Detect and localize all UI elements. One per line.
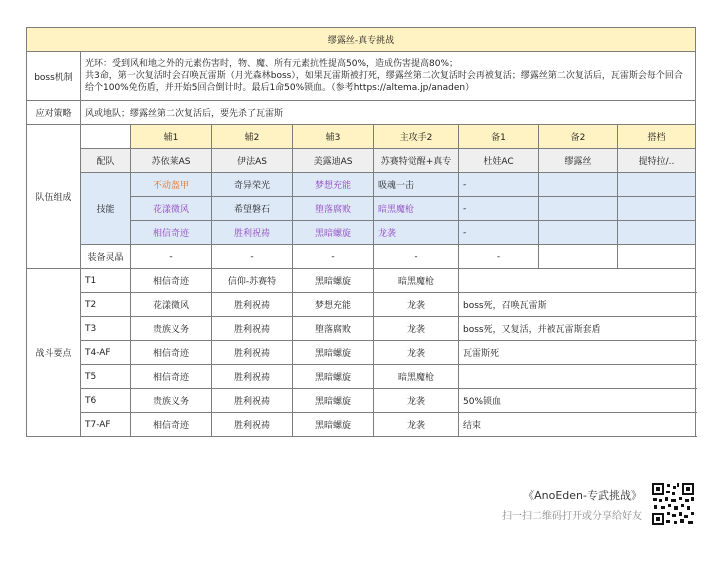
- skill-cell: [539, 173, 618, 197]
- action-cell: 贵族义务: [131, 389, 212, 413]
- member-cell: 杜娃AC: [459, 149, 539, 173]
- action-cell: 暗黑魔枪: [374, 269, 459, 293]
- member-cell: 美露迪AS: [293, 149, 374, 173]
- footer-title: 《AnoEden-专武挑战》: [523, 489, 642, 502]
- action-cell: 黑暗螺旋: [293, 341, 374, 365]
- skill-cell: 吸魂一击: [374, 173, 459, 197]
- page-title: 缪露丝-真专挑战: [27, 28, 696, 52]
- action-cell: 相信奇迹: [131, 413, 212, 437]
- member-cell: 苏依莱AS: [131, 149, 212, 173]
- action-cell: 龙袭: [374, 317, 459, 341]
- skill-cell: [618, 221, 696, 245]
- column-header: 备2: [539, 125, 618, 149]
- skill-cell: 暗黑魔枪: [374, 197, 459, 221]
- action-cell: 黑暗螺旋: [293, 413, 374, 437]
- skill-cell: 梦想充能: [293, 173, 374, 197]
- action-cell: 相信奇迹: [131, 365, 212, 389]
- action-cell: 胜利祝祷: [212, 293, 293, 317]
- note-cell: 瓦雷斯死: [459, 341, 696, 365]
- skill-cell: 胜利祝祷: [212, 221, 293, 245]
- turn-cell: T6: [81, 389, 131, 413]
- action-cell: 信仰-苏赛特: [212, 269, 293, 293]
- action-cell: 花漾微风: [131, 293, 212, 317]
- turn-cell: T5: [81, 365, 131, 389]
- note-cell: boss死，召唤瓦雷斯: [459, 293, 696, 317]
- skill-cell: -: [459, 221, 539, 245]
- equip-cell: [618, 245, 696, 269]
- skill-cell: 奇异荣光: [212, 173, 293, 197]
- member-cell: 伊法AS: [212, 149, 293, 173]
- skill-cell: 龙袭: [374, 221, 459, 245]
- action-cell: 黑暗螺旋: [293, 365, 374, 389]
- strategy-table: [26, 27, 696, 437]
- action-cell: 胜利祝祷: [212, 389, 293, 413]
- share-footer: [502, 487, 642, 522]
- action-cell: 黑暗螺旋: [293, 269, 374, 293]
- column-header: 辅2: [212, 125, 293, 149]
- action-cell: 龙袭: [374, 413, 459, 437]
- skill-cell: -: [459, 197, 539, 221]
- equip-cell: -: [374, 245, 459, 269]
- action-cell: 黑暗螺旋: [293, 389, 374, 413]
- note-cell: boss死，又复活，并被瓦雷斯套盾: [459, 317, 696, 341]
- skill-cell: [618, 197, 696, 221]
- action-cell: 胜利祝祷: [212, 317, 293, 341]
- team-label: 队伍组成: [27, 125, 81, 269]
- member-cell: 提特拉/..: [618, 149, 696, 173]
- column-header: 备1: [459, 125, 539, 149]
- column-header: 主攻手2: [374, 125, 459, 149]
- skill-cell: 堕落腐败: [293, 197, 374, 221]
- column-header: 辅1: [131, 125, 212, 149]
- note-cell: [459, 269, 696, 293]
- action-cell: 相信奇迹: [131, 269, 212, 293]
- equip-cell: [539, 245, 618, 269]
- column-header: 搭档: [618, 125, 696, 149]
- strategy-text: 风或地队；缪露丝第二次复活后，要先杀了瓦雷斯: [81, 101, 696, 125]
- turn-cell: T7-AF: [81, 413, 131, 437]
- skill-cell: [539, 197, 618, 221]
- action-cell: 龙袭: [374, 389, 459, 413]
- skill-cell: 相信奇迹: [131, 221, 212, 245]
- skill-cell: [618, 173, 696, 197]
- skill-cell: [539, 221, 618, 245]
- skill-cell: 希望磐石: [212, 197, 293, 221]
- action-cell: 龙袭: [374, 293, 459, 317]
- skill-cell: 黑暗螺旋: [293, 221, 374, 245]
- skill-cell: 不动盔甲: [131, 173, 212, 197]
- action-cell: 龙袭: [374, 341, 459, 365]
- skill-cell: -: [459, 173, 539, 197]
- action-cell: 相信奇迹: [131, 341, 212, 365]
- strategy-label: 应对策略: [27, 101, 81, 125]
- action-cell: 胜利祝祷: [212, 413, 293, 437]
- skill-cell: 花漾微风: [131, 197, 212, 221]
- equip-label: 装备灵晶: [81, 245, 131, 269]
- footer-subtitle: 扫一扫二维码打开或分享给好友: [502, 511, 642, 522]
- qr-code-icon[interactable]: [651, 482, 695, 526]
- mechanic-label: boss机制: [27, 52, 81, 101]
- turn-cell: T1: [81, 269, 131, 293]
- members-label: 配队: [81, 149, 131, 173]
- action-cell: 胜利祝祷: [212, 341, 293, 365]
- equip-cell: -: [459, 245, 539, 269]
- column-header: 辅3: [293, 125, 374, 149]
- action-cell: 梦想充能: [293, 293, 374, 317]
- action-cell: 堕落腐败: [293, 317, 374, 341]
- blank-cell: [81, 125, 131, 149]
- battle-label: 战斗要点: [27, 269, 81, 437]
- equip-cell: -: [212, 245, 293, 269]
- turn-cell: T4-AF: [81, 341, 131, 365]
- member-cell: 苏赛特觉醒+真专: [374, 149, 459, 173]
- member-cell: 缪露丝: [539, 149, 618, 173]
- action-cell: 暗黑魔枪: [374, 365, 459, 389]
- mechanic-text: [81, 52, 696, 101]
- action-cell: 贵族义务: [131, 317, 212, 341]
- turn-cell: T3: [81, 317, 131, 341]
- note-cell: [459, 365, 696, 389]
- equip-cell: -: [131, 245, 212, 269]
- equip-cell: -: [293, 245, 374, 269]
- mechanic-line: 光环：受到风和地之外的元素伤害时，物、魔、所有元素抗性提高50%，造成伤害提高80%；: [85, 59, 459, 69]
- note-cell: 50%锁血: [459, 389, 696, 413]
- note-cell: 结束: [459, 413, 696, 437]
- skills-label: 技能: [81, 173, 131, 245]
- action-cell: 胜利祝祷: [212, 365, 293, 389]
- mechanic-line: 共3命，第一次复活时会召唤瓦雷斯（月光森林boss），如果瓦雷斯被打死，缪露丝第二次复活时会再被复活；缪露丝第二次复活后，瓦雷斯会每个回合给个100%免伤盾，并开始5回合倒计时。最后1命50%锁血。（参考https://altema.jp/anaden）: [85, 71, 683, 93]
- turn-cell: T2: [81, 293, 131, 317]
